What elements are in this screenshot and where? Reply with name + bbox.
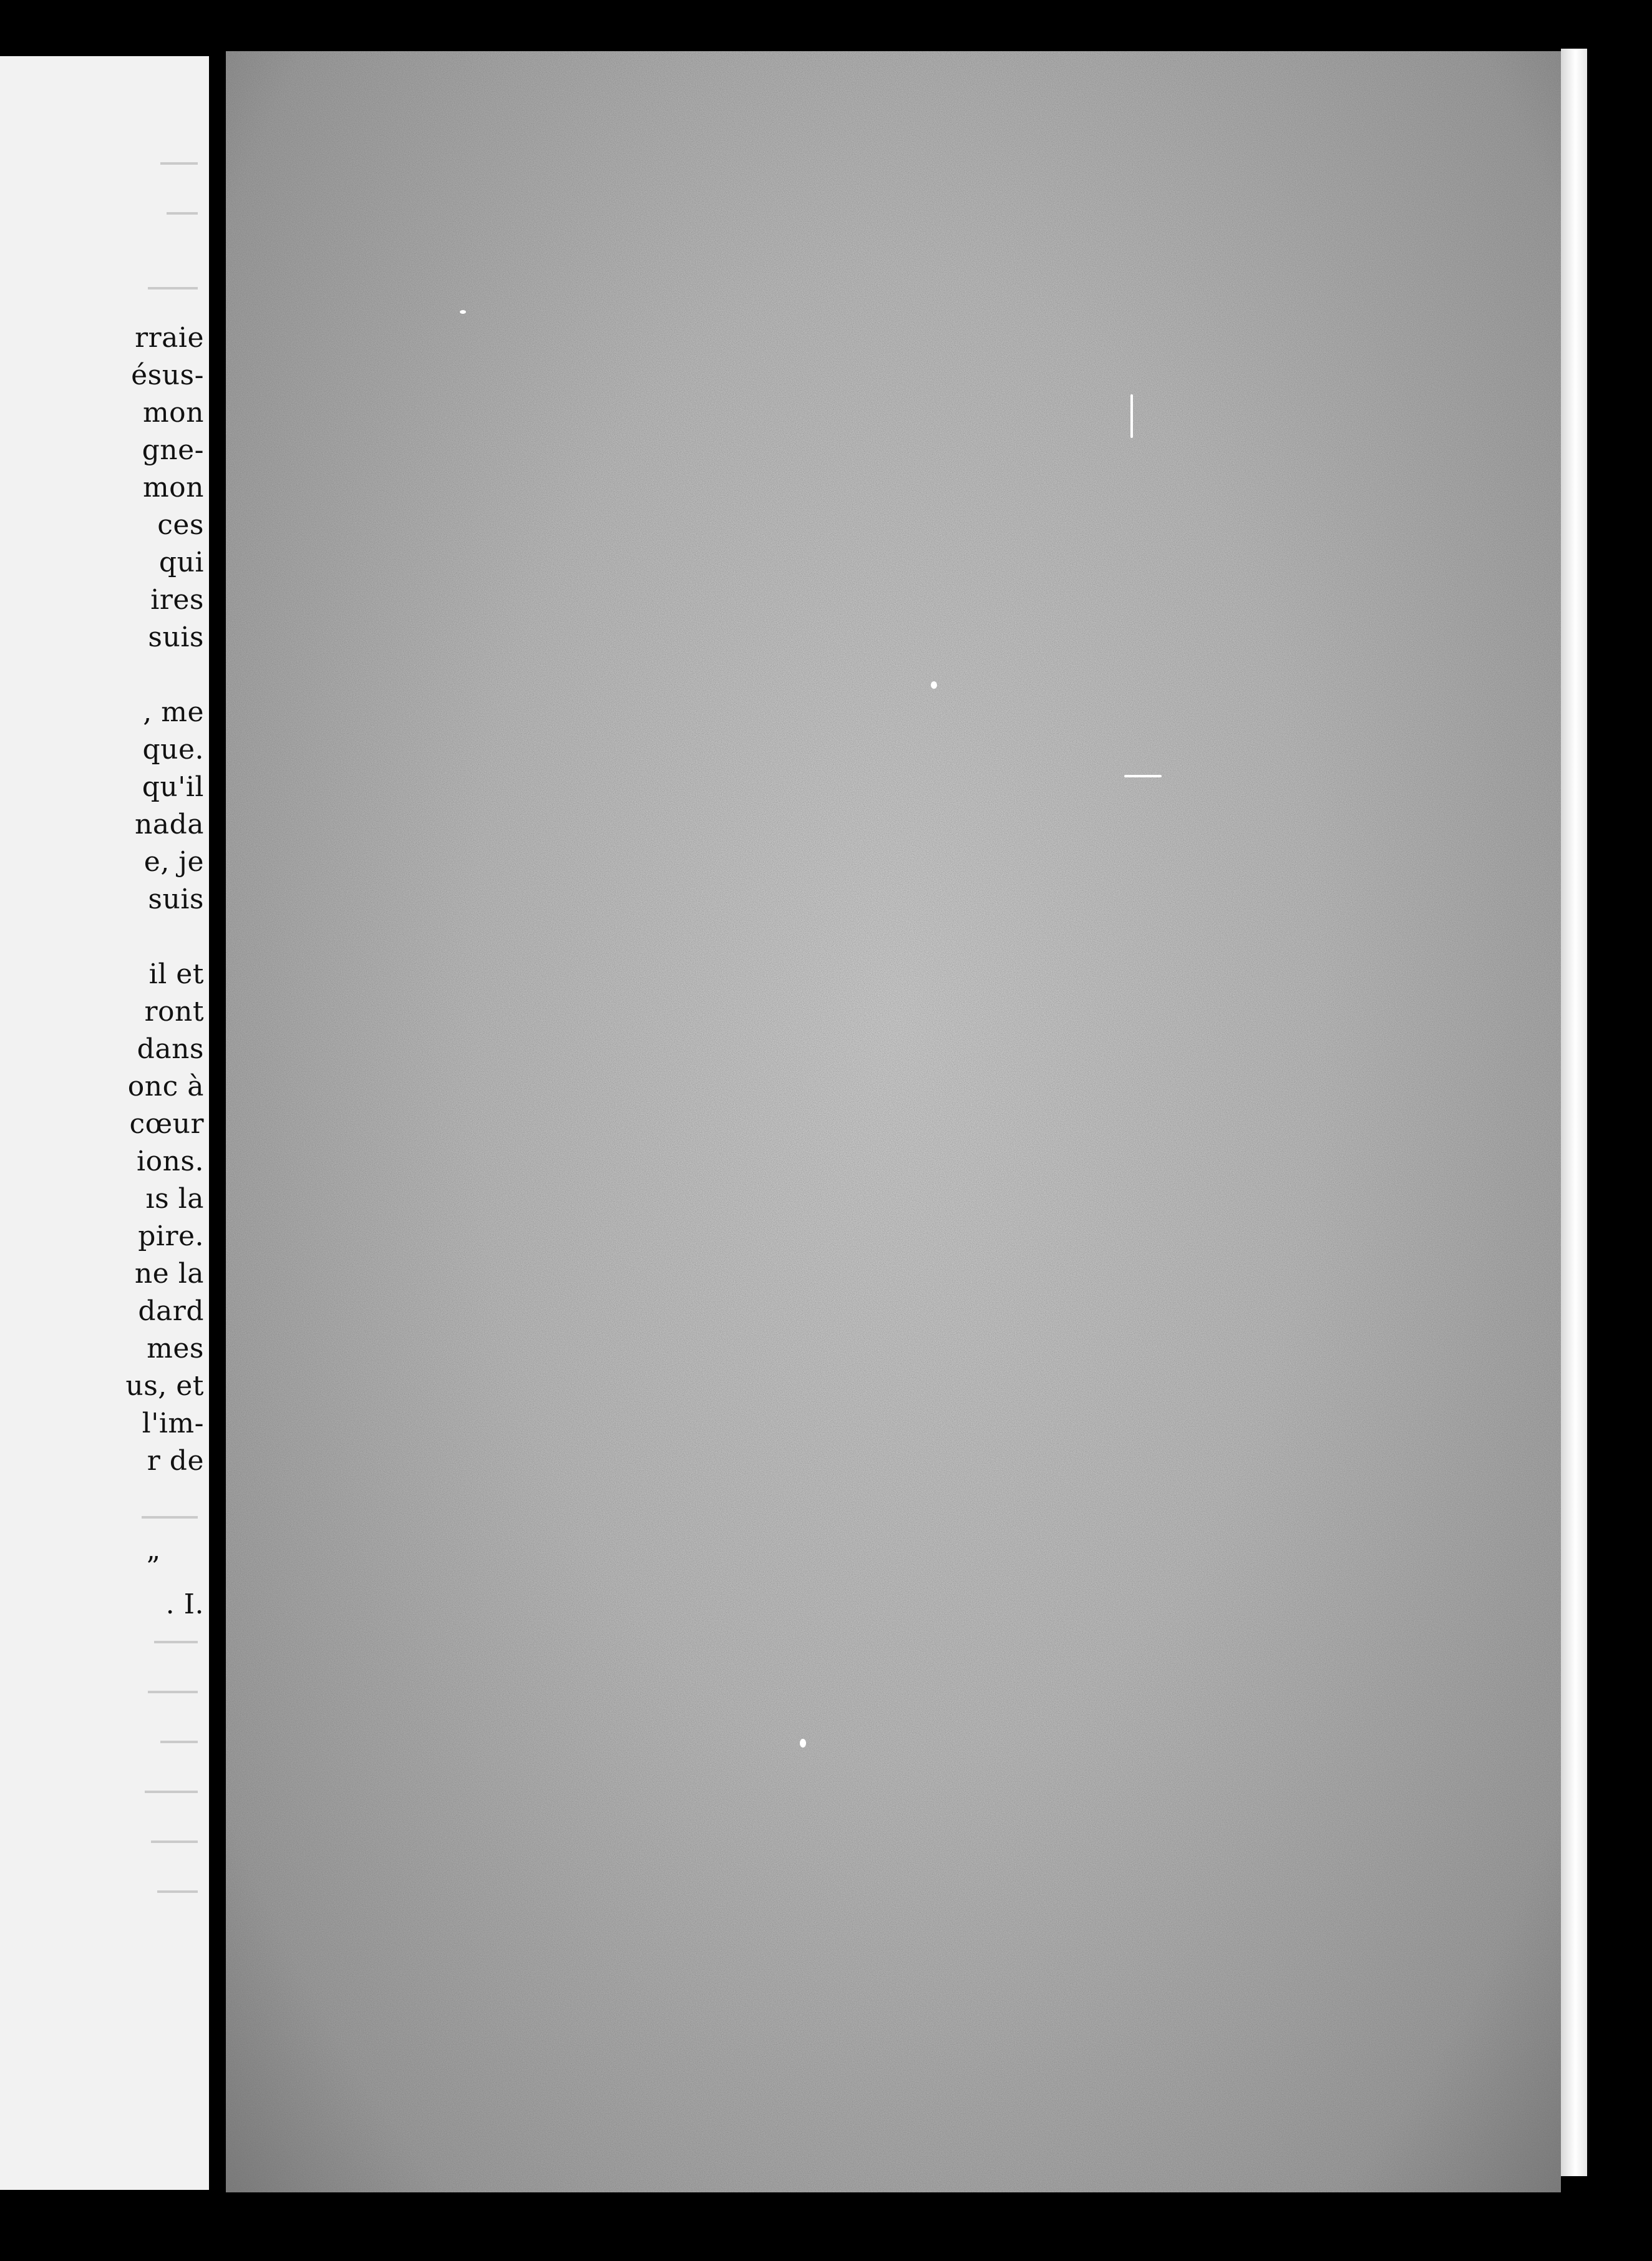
bleed-through-mark <box>148 1691 198 1693</box>
text-line: ” <box>146 1551 160 1583</box>
bleed-through-mark <box>160 162 198 165</box>
bleed-through-mark <box>148 287 198 289</box>
text-line: ne la <box>134 1258 204 1290</box>
bleed-through-mark <box>145 1791 198 1793</box>
text-line: nada <box>135 809 204 840</box>
text-line: l'im- <box>142 1408 204 1439</box>
text-line: mon <box>142 472 204 503</box>
paper-speck <box>1124 775 1162 777</box>
text-line: ces <box>157 509 204 541</box>
text-line: qu'il <box>142 771 204 803</box>
text-line: il et <box>148 958 204 990</box>
bleed-through-mark <box>142 1516 198 1519</box>
text-line: dard <box>138 1295 204 1327</box>
text-line: onc à <box>127 1071 204 1102</box>
text-line: cœur <box>129 1108 204 1140</box>
bleed-through-mark <box>151 1840 198 1843</box>
bleed-through-mark <box>154 1641 198 1643</box>
text-line: ront <box>144 996 204 1028</box>
paper-texture <box>226 51 1561 2192</box>
text-line: r de <box>147 1445 204 1477</box>
text-line: gne- <box>142 434 204 466</box>
text-line: , me <box>143 696 204 728</box>
text-line: ıs la <box>145 1183 204 1215</box>
text-line: que. <box>142 734 204 766</box>
page-edge <box>1561 49 1587 2176</box>
signature-initials: . I. <box>165 1588 204 1620</box>
text-line: ésus- <box>131 359 204 391</box>
text-line: rraie <box>135 322 204 354</box>
book-gutter <box>209 0 225 2261</box>
paper-speck <box>460 310 466 314</box>
text-line: e, je <box>143 846 204 878</box>
text-line: dans <box>137 1033 204 1065</box>
text-line: pire. <box>138 1220 204 1252</box>
text-line: us, et <box>125 1370 204 1402</box>
left-book-page <box>0 56 209 2190</box>
text-line: suis <box>148 883 204 915</box>
paper-speck <box>800 1739 806 1748</box>
text-line: ions. <box>137 1145 204 1177</box>
bleed-through-mark <box>160 1741 198 1743</box>
blank-right-page <box>226 51 1561 2192</box>
text-line: mes <box>147 1333 204 1364</box>
text-line: qui <box>158 547 204 578</box>
bleed-through-mark <box>167 212 198 215</box>
paper-speck <box>931 681 937 689</box>
paper-speck <box>1130 394 1133 438</box>
text-line: ires <box>150 584 204 616</box>
bleed-through-mark <box>157 1890 198 1893</box>
text-line: mon <box>142 397 204 429</box>
text-line: suis <box>148 621 204 653</box>
